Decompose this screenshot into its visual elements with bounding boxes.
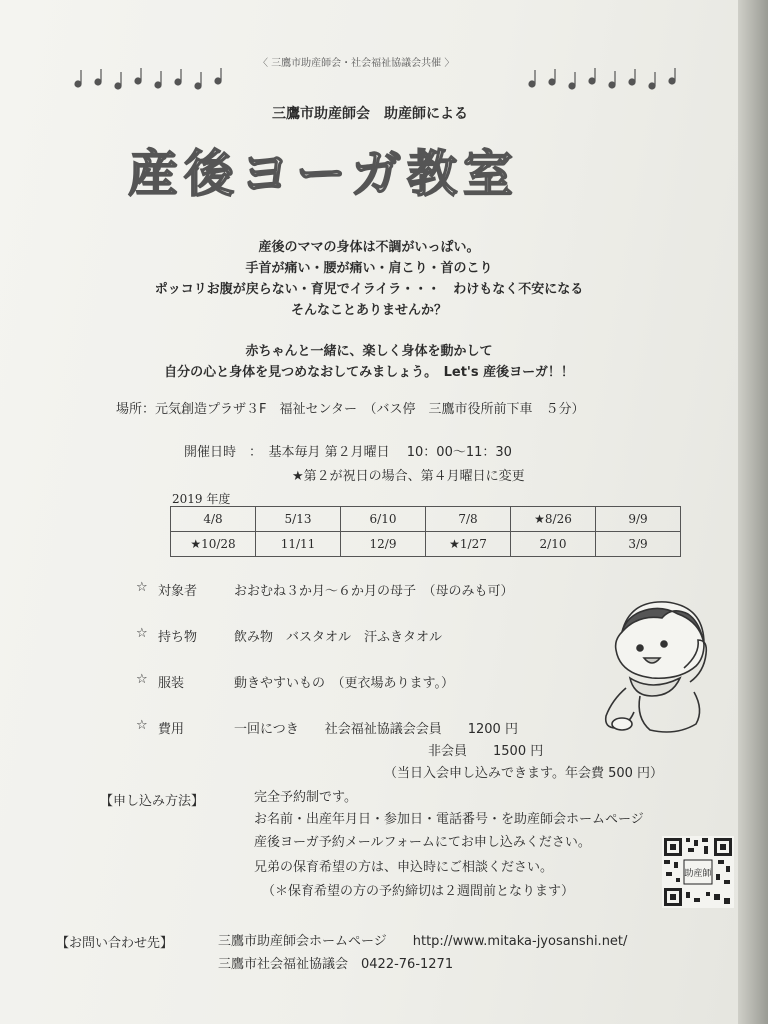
qr-label: 助産師 xyxy=(684,869,712,879)
date-cell: ★8/26 xyxy=(511,507,596,532)
detail-value-target: おおむね３か月～６か月の母子 （母のみも可） xyxy=(234,584,514,599)
application-line: 完全予約制です。 xyxy=(254,790,357,805)
date-cell: 12/9 xyxy=(341,532,426,557)
date-cell: 7/8 xyxy=(426,507,511,532)
detail-label-clothing: 服装 xyxy=(158,676,185,691)
contact-homepage: 三鷹市助産師会ホームページ http://www.mitaka-jyosanshi.net/ xyxy=(218,934,628,949)
table-row xyxy=(171,532,681,557)
page-title: 産後ヨーガ教室 xyxy=(128,145,519,203)
detail-label-items: 持ち物 xyxy=(158,630,198,645)
star-icon: ☆ xyxy=(136,626,148,641)
intro-line: ポッコリお腹が戻らない・育児でイライラ・・・ わけもなく不安になる xyxy=(154,282,584,297)
date-cell: 4/8 xyxy=(171,507,256,532)
detail-label-fee: 費用 xyxy=(158,722,185,737)
detail-value-fee: 一回につき 社会福祉協議会会員 1200 円 xyxy=(234,722,518,737)
fiscal-year: 2019 年度 xyxy=(172,492,231,506)
application-line: お名前・出産年月日・参加日・電話番号・を助産師会ホームページ xyxy=(254,812,644,827)
detail-value-items: 飲み物 バスタオル 汗ふきタオル xyxy=(234,630,443,645)
detail-value-clothing: 動きやすいもの （更衣場あります。） xyxy=(234,676,454,691)
schedule-table xyxy=(170,506,681,557)
intro-line: 自分の心と身体を見つめなおしてみましょう。 Let's 産後ヨーガ！！ xyxy=(164,365,574,380)
date-line: 開催日時 ： 基本毎月 第２月曜日 10：00～11：30 xyxy=(184,445,512,460)
date-cell: 5/13 xyxy=(256,507,341,532)
date-cell: ★1/27 xyxy=(426,532,511,557)
date-cell: 2/10 xyxy=(511,532,596,557)
application-line: 兄弟の保育希望の方は、申込時にご相談ください。 xyxy=(254,860,554,875)
holiday-note: ★第２が祝日の場合、第４月曜日に変更 xyxy=(292,469,525,484)
organizer-line: 三鷹市助産師会 助産師による xyxy=(272,106,468,122)
fee-nonmember: 非会員 1500 円 xyxy=(428,744,544,759)
qr-code xyxy=(662,836,734,908)
star-icon: ☆ xyxy=(136,580,148,595)
date-cell: 3/9 xyxy=(596,532,681,557)
sponsor-line: 〈 三鷹市助産師会・社会福祉協議会共催 〉 xyxy=(258,58,455,69)
star-icon: ☆ xyxy=(136,718,148,733)
date-cell: 6/10 xyxy=(341,507,426,532)
intro-line: 産後のママの身体は不調がいっぱい。 xyxy=(258,240,480,255)
music-notes-decoration-left xyxy=(70,66,250,94)
date-cell: 11/11 xyxy=(256,532,341,557)
application-line: （＊保育希望の方の予約締切は２週間前となります） xyxy=(262,884,575,899)
intro-line: 手首が痛い・腰が痛い・肩こり・首のこり xyxy=(245,261,493,276)
detail-label-target: 対象者 xyxy=(158,584,198,599)
date-cell: 9/9 xyxy=(596,507,681,532)
baby-illustration xyxy=(600,592,716,738)
intro-line: そんなことありませんか？ xyxy=(290,303,447,318)
place-line: 場所：元気創造プラザ３F 福祉センター （バス停 三鷹市役所前下車 ５分） xyxy=(116,402,585,417)
application-label: 【申し込み方法】 xyxy=(100,794,205,809)
contact-label: 【お問い合わせ先】 xyxy=(56,936,174,951)
application-line: 産後ヨーガ予約メールフォームにてお申し込みください。 xyxy=(254,835,591,850)
table-row xyxy=(171,507,681,532)
page-edge xyxy=(738,0,768,1024)
contact-council: 三鷹市社会福祉協議会 0422-76-1271 xyxy=(218,957,454,972)
music-notes-decoration-right xyxy=(524,66,704,94)
star-icon: ☆ xyxy=(136,672,148,687)
date-cell: ★10/28 xyxy=(171,532,256,557)
fee-note: （当日入会申し込みできます。年会費 500 円） xyxy=(384,766,664,781)
intro-line: 赤ちゃんと一緒に、楽しく身体を動かして xyxy=(245,344,493,359)
